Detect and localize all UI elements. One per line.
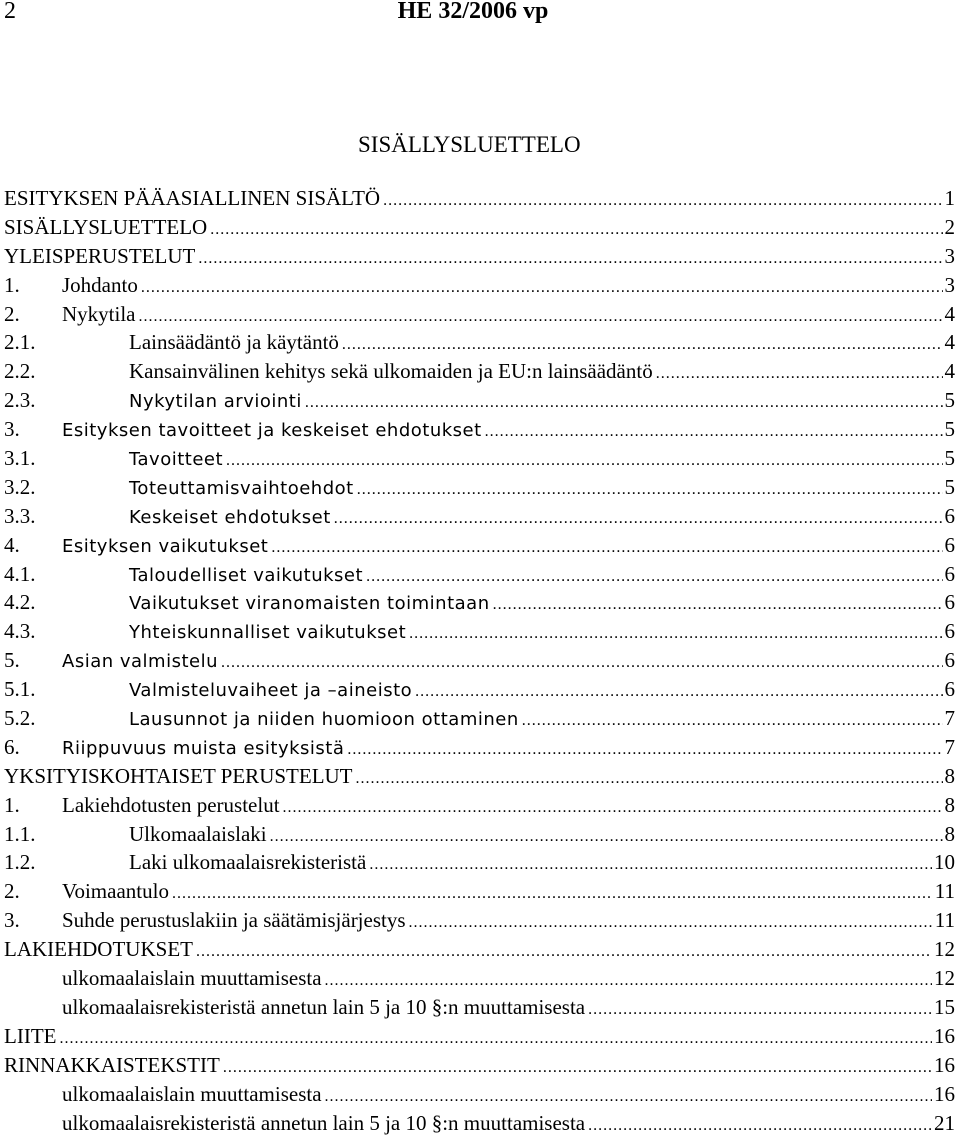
- toc-entry-title: Lausunnot ja niiden huomioon ottaminen: [129, 709, 519, 731]
- toc-entry-title: Lakiehdotusten perustelut: [62, 792, 280, 817]
- toc-entry-title: YKSITYISKOHTAISET PERUSTELUT: [4, 763, 353, 788]
- toc-entry-page: 7: [944, 734, 955, 759]
- toc-entry-number: 5.: [4, 648, 20, 673]
- toc-entry[interactable]: [4, 617, 955, 646]
- dot-leader: [221, 649, 943, 678]
- dot-leader: [656, 360, 943, 389]
- toc-entry-title: ulkomaalaisrekisteristä annetun lain 5 ja 10 §:n muuttamisesta: [62, 994, 586, 1019]
- toc-entry-title: Kansainvälinen kehitys sekä ulkomaiden ja EU:n lainsäädäntö: [129, 359, 653, 384]
- dot-leader: [356, 765, 943, 794]
- toc-entry[interactable]: [4, 646, 955, 675]
- toc-entry-page: 8: [944, 792, 955, 817]
- toc-entry-page: 4: [944, 330, 955, 355]
- toc-entry-page: 15: [934, 994, 955, 1019]
- document-id: HE 32/2006 vp: [397, 0, 549, 24]
- toc-entry-number: 4.1.: [4, 561, 36, 586]
- toc-entry[interactable]: [4, 906, 955, 935]
- toc-entry-page: 2: [944, 214, 955, 239]
- toc-entry[interactable]: [4, 964, 955, 993]
- toc-entry-number: 4.: [4, 532, 20, 557]
- toc-entry-page: 5: [944, 446, 955, 471]
- toc-entry-page: 4: [944, 359, 955, 384]
- toc-entry[interactable]: [4, 820, 955, 849]
- toc-entry[interactable]: [4, 184, 955, 213]
- toc-entry-page: 7: [944, 706, 955, 731]
- dot-leader: [139, 303, 943, 332]
- toc-entry-page: 6: [944, 648, 955, 673]
- toc-entry-number: 1.2.: [4, 850, 36, 875]
- toc-entry-number: 2.3.: [4, 388, 36, 413]
- toc-entry[interactable]: [4, 502, 955, 531]
- toc-entry[interactable]: [4, 271, 955, 300]
- dot-leader: [588, 1112, 932, 1141]
- toc-entry-title: Esityksen tavoitteet ja keskeiset ehdotukset: [62, 420, 482, 442]
- dot-leader: [522, 707, 943, 736]
- dot-leader: [325, 967, 932, 996]
- toc-entry-number: 3.: [4, 908, 20, 933]
- toc-entry-page: 16: [934, 1052, 955, 1077]
- toc-entry-number: 1.1.: [4, 821, 36, 846]
- dot-leader: [357, 476, 943, 505]
- dot-leader: [196, 938, 932, 967]
- dot-leader: [369, 851, 932, 880]
- toc-entry[interactable]: [4, 560, 955, 589]
- toc-entry-title: Yhteiskunnalliset vaikutukset: [129, 622, 407, 644]
- dot-leader: [283, 794, 943, 823]
- toc-entry[interactable]: [4, 877, 955, 906]
- toc-entry[interactable]: [4, 675, 955, 704]
- toc-entry[interactable]: [4, 444, 955, 473]
- toc-entry-page: 8: [944, 821, 955, 846]
- toc-entry-page: 5: [944, 388, 955, 413]
- toc-entry[interactable]: [4, 300, 955, 329]
- toc-entry-number: 3.1.: [4, 446, 36, 471]
- toc-entry-number: 1.: [4, 792, 20, 817]
- toc-entry-number: 1.: [4, 272, 20, 297]
- toc-entry-number: 4.3.: [4, 619, 36, 644]
- toc-entry[interactable]: [4, 1051, 955, 1080]
- dot-leader: [366, 563, 942, 592]
- toc-entry-page: 16: [934, 1081, 955, 1106]
- toc-entry[interactable]: [4, 791, 955, 820]
- dot-leader: [210, 216, 942, 245]
- dot-leader: [588, 996, 932, 1025]
- toc-entry-title: Esityksen vaikutukset: [62, 535, 269, 557]
- toc-title: SISÄLLYSLUETTELO: [358, 132, 581, 157]
- toc-entry[interactable]: [4, 762, 955, 791]
- page-number: 2: [4, 0, 16, 24]
- toc-entry-title: Riippuvuus muista esityksistä: [62, 737, 345, 759]
- toc-entry-title: ulkomaalaislain muuttamisesta: [62, 966, 322, 991]
- toc-entry-page: 3: [944, 272, 955, 297]
- toc-entry-page: 3: [944, 243, 955, 268]
- toc-entry-page: 12: [934, 937, 955, 962]
- toc-entry-number: 3.: [4, 417, 20, 442]
- toc-entry[interactable]: [4, 588, 955, 617]
- toc-entry-title: RINNAKKAISTEKSTIT: [4, 1052, 220, 1077]
- toc-entry-page: 4: [944, 301, 955, 326]
- toc-entry-page: 11: [934, 879, 955, 904]
- toc-entry[interactable]: [4, 704, 955, 733]
- toc-entry-title: Ulkomaalaislaki: [129, 821, 267, 846]
- dot-leader: [59, 1025, 932, 1054]
- toc-entry-page: 5: [944, 474, 955, 499]
- toc-entry[interactable]: [4, 935, 955, 964]
- toc-entry-title: Nykytila: [62, 301, 136, 326]
- toc-entry-number: 2.: [4, 301, 20, 326]
- toc-entry-title: Toteuttamisvaihtoehdot: [129, 477, 354, 499]
- toc-entry[interactable]: [4, 213, 955, 242]
- toc-entry-title: Laki ulkomaalaisrekisteristä: [129, 850, 367, 875]
- dot-leader: [270, 823, 943, 852]
- toc-entry-page: 11: [934, 908, 955, 933]
- toc-entry-page: 6: [944, 532, 955, 557]
- toc-entry-page: 6: [944, 561, 955, 586]
- dot-leader: [485, 418, 943, 447]
- toc-entry-number: 2.2.: [4, 359, 36, 384]
- toc-entry[interactable]: [4, 386, 955, 415]
- dot-leader: [226, 447, 942, 476]
- toc-entry-title: Keskeiset ehdotukset: [129, 506, 331, 528]
- toc-entry-number: 6.: [4, 734, 20, 759]
- toc-entry-title: ESITYKSEN PÄÄASIALLINEN SISÄLTÖ: [4, 186, 381, 210]
- toc-entry-number: 4.2.: [4, 590, 36, 615]
- toc-entry-title: Nykytilan arviointi: [129, 391, 302, 413]
- toc-entry-title: Valmisteluvaiheet ja –aineisto: [129, 680, 413, 702]
- toc-entry-number: 2.1.: [4, 330, 36, 355]
- toc-entry-page: 12: [934, 966, 955, 991]
- toc-entry-title: Taloudelliset vaikutukset: [129, 564, 364, 586]
- toc-entry-title: Asian valmistelu: [62, 651, 218, 673]
- toc-entry-title: ulkomaalaislain muuttamisesta: [62, 1081, 322, 1106]
- dot-leader: [325, 1083, 932, 1112]
- toc-entry-page: 10: [934, 850, 955, 875]
- toc-entry[interactable]: [4, 242, 955, 271]
- toc-entry-title: Vaikutukset viranomaisten toimintaan: [129, 593, 490, 615]
- toc-entry-number: 3.3.: [4, 503, 36, 528]
- toc-entry-number: 2.: [4, 879, 20, 904]
- toc-entry-page: 5: [944, 417, 955, 442]
- toc-entry-title: Voimaantulo: [62, 879, 169, 904]
- toc-entry-title: LAKIEHDOTUKSET: [4, 937, 193, 962]
- dot-leader: [198, 245, 942, 274]
- dot-leader: [271, 534, 942, 563]
- dot-leader: [342, 331, 943, 360]
- toc-entry[interactable]: [4, 733, 955, 762]
- dot-leader: [334, 505, 943, 534]
- dot-leader: [409, 909, 933, 938]
- toc-entry[interactable]: [4, 328, 955, 357]
- dot-leader: [172, 880, 933, 909]
- dot-leader: [141, 274, 943, 303]
- toc-entry[interactable]: [4, 415, 955, 444]
- toc-entry-page: 21: [934, 1110, 955, 1135]
- toc-entry-title: ulkomaalaisrekisteristä annetun lain 5 ja 10 §:n muuttamisesta: [62, 1110, 586, 1135]
- toc-entry-page: 8: [944, 763, 955, 788]
- toc-entry[interactable]: [4, 1022, 955, 1051]
- dot-leader: [409, 620, 942, 649]
- toc-entry-page: 6: [944, 677, 955, 702]
- toc-entry-title: SISÄLLYSLUETTELO: [4, 214, 208, 239]
- dot-leader: [223, 1054, 932, 1083]
- toc-entry-title: Lainsäädäntö ja käytäntö: [129, 330, 339, 355]
- toc-entry-title: Johdanto: [62, 272, 138, 297]
- dot-leader: [415, 678, 942, 707]
- toc-entry-title: Tavoitteet: [129, 449, 224, 471]
- toc-entry-page: 1: [944, 186, 955, 210]
- toc-entry-title: YLEISPERUSTELUT: [4, 243, 196, 268]
- toc-entry-page: 16: [934, 1023, 955, 1048]
- toc-entry[interactable]: [4, 473, 955, 502]
- toc-entry-page: 6: [944, 503, 955, 528]
- toc-entry[interactable]: [4, 1080, 955, 1109]
- dot-leader: [347, 736, 942, 765]
- toc-entry-number: 3.2.: [4, 474, 36, 499]
- toc-entry-number: 5.1.: [4, 677, 36, 702]
- toc-entry-page: 6: [944, 619, 955, 644]
- toc-entry[interactable]: [4, 531, 955, 560]
- toc-entry-number: 5.2.: [4, 706, 36, 731]
- toc-entry[interactable]: [4, 993, 955, 1022]
- toc-entry-title: LIITE: [4, 1023, 57, 1048]
- toc-entry[interactable]: [4, 848, 955, 877]
- table-of-contents: [4, 184, 955, 1137]
- toc-entry[interactable]: [4, 357, 955, 386]
- toc-entry-page: 6: [944, 590, 955, 615]
- toc-entry[interactable]: [4, 1109, 955, 1138]
- dot-leader: [493, 591, 943, 620]
- toc-entry-title: Suhde perustuslakiin ja säätämisjärjestys: [62, 908, 406, 933]
- dot-leader: [305, 389, 943, 418]
- dot-leader: [383, 187, 942, 216]
